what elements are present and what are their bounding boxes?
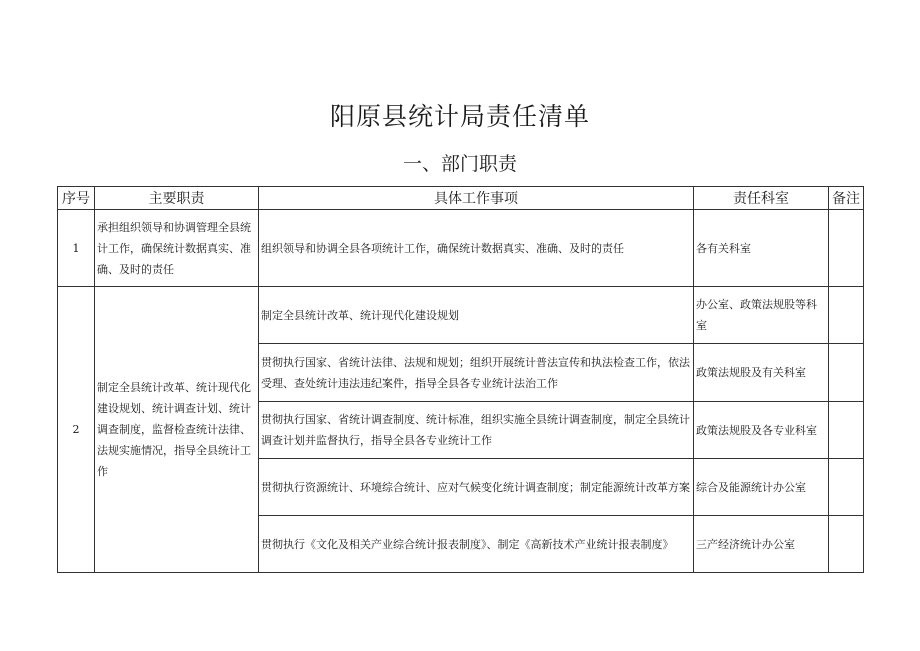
row-responsible-dept: 各有关科室 bbox=[694, 210, 829, 287]
header-work-item: 具体工作事项 bbox=[259, 187, 694, 210]
table-row bbox=[58, 210, 864, 287]
header-note: 备注 bbox=[829, 187, 864, 210]
section-title: 一、部门职责 bbox=[402, 153, 517, 175]
row-note bbox=[829, 287, 864, 344]
row-seq: 2 bbox=[58, 287, 95, 573]
row-note bbox=[829, 344, 864, 402]
table-row bbox=[58, 287, 864, 344]
row-work-item: 制定全县统计改革、统计现代化建设规划 bbox=[259, 287, 694, 344]
row-responsible-dept: 政策法规股及有关科室 bbox=[694, 344, 829, 402]
table-header-row bbox=[58, 187, 864, 210]
row-responsible-dept: 综合及能源统计办公室 bbox=[694, 459, 829, 516]
row-work-item: 贯彻执行国家、省统计调查制度、统计标准，组织实施全县统计调查制度，制定全县统计调查计划并监督执行，指导全县各专业统计工作 bbox=[259, 402, 694, 459]
row-note bbox=[829, 210, 864, 287]
row-main-duty: 承担组织领导和协调管理全县统计工作，确保统计数据真实、准确、及时的责任 bbox=[95, 210, 259, 287]
row-responsible-dept: 政策法规股及各专业科室 bbox=[694, 402, 829, 459]
responsibility-table bbox=[57, 186, 864, 573]
header-responsible-dept: 责任科室 bbox=[694, 187, 829, 210]
header-seq: 序号 bbox=[58, 187, 95, 210]
row-seq: 1 bbox=[58, 210, 95, 287]
row-work-item: 组织领导和协调全县各项统计工作，确保统计数据真实、准确、及时的责任 bbox=[259, 210, 694, 287]
row-work-item: 贯彻执行《文化及相关产业综合统计报表制度》、制定《高新技术产业统计报表制度》 bbox=[259, 516, 694, 573]
row-note bbox=[829, 516, 864, 573]
page-title: 阳原县统计局责任清单 bbox=[329, 102, 590, 131]
row-responsible-dept: 办公室、政策法规股等科室 bbox=[694, 287, 829, 344]
row-work-item: 贯彻执行资源统计、环境综合统计、应对气候变化统计调查制度；制定能源统计改革方案 bbox=[259, 459, 694, 516]
row-main-duty: 制定全县统计改革、统计现代化建设规划、统计调查计划、统计调查制度，监督检查统计法律、法规实施情况，指导全县统计工作 bbox=[95, 287, 259, 573]
row-note bbox=[829, 402, 864, 459]
header-main-duty: 主要职责 bbox=[95, 187, 259, 210]
row-work-item: 贯彻执行国家、省统计法律、法规和规划；组织开展统计普法宣传和执法检查工作，依法受理、查处统计违法违纪案件，指导全县各专业统计法治工作 bbox=[259, 344, 694, 402]
row-responsible-dept: 三产经济统计办公室 bbox=[694, 516, 829, 573]
row-note bbox=[829, 459, 864, 516]
